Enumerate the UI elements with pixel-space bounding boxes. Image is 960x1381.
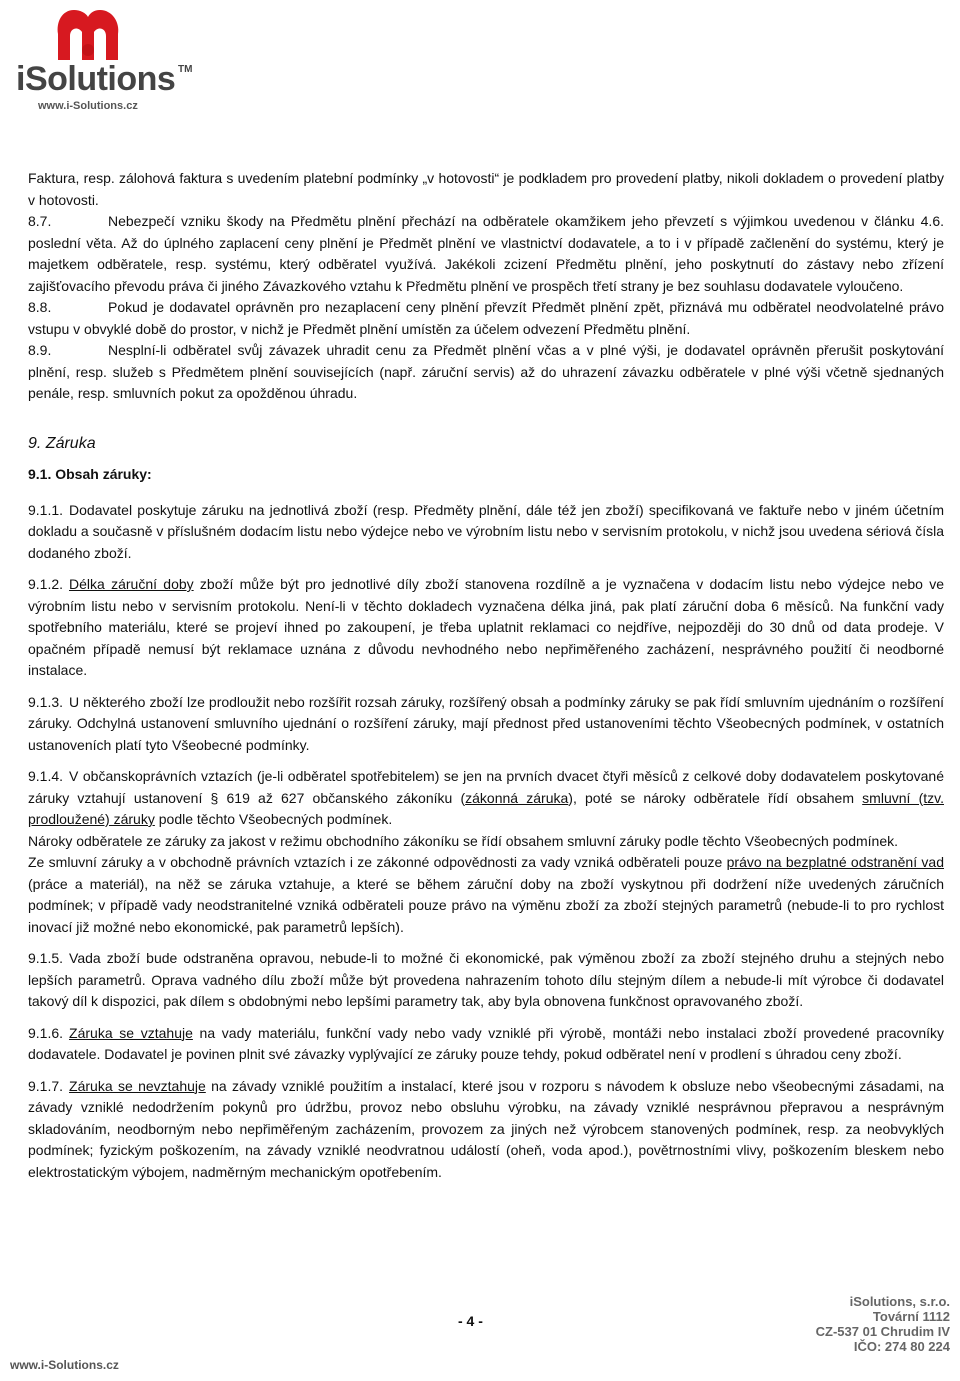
- company-logo: [12, 4, 192, 116]
- logo-url: www.i-Solutions.cz: [38, 100, 138, 112]
- paragraph-9-1-1: 9.1.1. Dodavatel poskytuje záruku na jednotlivá zboží (resp. Předměty plnění, dále též jen zboží) specifikovaná ve faktuře nebo v jiném účetním dokladu a současně v příslušném dodacím listu nebo výdejce nebo ve výrobním listu nebo v servisním protokolu, v nichž jsou uvedena sériová čísla dodaného zboží.: [28, 501, 944, 561]
- logo-wordmark: iSolutions: [16, 60, 176, 98]
- company-id: IČO: 274 80 224: [853, 1339, 950, 1354]
- paragraph-9-1-6: 9.1.6. Záruka se vztahuje na vady materiálu, funkční vady nebo vady vzniklé při výrobě, montáži nebo instalaci zboží provedené pracovníky dodavatele. Dodavatel je povinen plnit své závazky vyplývající ze záruky pouze tehdy, pokud odběratel není v prodlení s úhradou ceny zboží.: [28, 1024, 944, 1062]
- extended-warranty-link: smluvní (tzv. prodloužené) záruky: [28, 789, 944, 827]
- statutory-warranty-link: zákonná záruka: [465, 789, 569, 806]
- paragraph-9-1-2: 9.1.2. Délka záruční doby zboží může být pro jednotlivé díly zboží stanovena rozdílně a je vyznačena v dodacím listu nebo výdejce nebo ve výrobním listu nebo v servisním protokolu. Není-li v těchto dokladech vyznačena délka jiná, pak platí záruční doba 6 měsíců. Na funkční vady spotřebního materiálu, které se projeví ihned po zakoupení, je třeba uplatnit reklamaci co nejdříve, nejpozději do 30 dnů od data prodeje. V opačném případě nemusí být reklamace uznána z důvodu nevhodného nebo nepřiměřeného zacházení, nesprávného použití či neodborné instalace.: [28, 576, 944, 678]
- paragraph-8-8: 8.8. Pokud je dodavatel oprávněn pro nezaplacení ceny plnění převzít Předmět plnění zpět, přiznává mu odběratel neodvolatelné právo vstupu v obvyklé době do prostor, v nichž je Předmět plnění umístěn za účelem odvezení Předmětu plnění.: [28, 299, 944, 337]
- paragraph-8-7: 8.7. Nebezpečí vzniku škody na Předmětu plnění přechází na odběratele okamžikem jeho převzetí s výjimkou uvedenou v článku 4.6. poslední věta. Až do úplného zaplacení ceny plnění je Předmět plnění ve vlastnictví dodavatele, a to i v případě začlenění do systému, který je majetkem odběratele, resp. systému, který odběratel využívá. Jakékoli zcizení Předmětu plnění, jeho poskytnutí do zástavy nebo zřízení zajišťovacího převodu práva či jiného Závazkového vztahu k Předmětu plnění ve prospěch třetí strany je bez souhlasu dodavatele vyloučeno.: [28, 213, 944, 294]
- logo-mark-icon: [12, 4, 192, 64]
- document-body: [28, 168, 944, 1183]
- paragraph-9-1-3: 9.1.3. U některého zboží lze prodloužit nebo rozšířit rozsah záruky, rozšířený obsah a podmínky záruky se pak řídí smluvním ujednáním o rozšíření záruky. Odchylná ustanovení smluvního ujednání o rozšíření záruky, mají přednost před ustanoveními těchto Všeobecných podmínek, v ostatních ustanoveních platí tyto Všeobecné podmínky.: [28, 693, 944, 753]
- page-number: - 4 -: [458, 1313, 483, 1329]
- warranty-applies-link: Záruka se vztahuje: [69, 1024, 193, 1041]
- warranty-length-link: Délka záruční doby: [69, 576, 194, 592]
- footer-company-info: [790, 1294, 950, 1354]
- paragraph-9-1-4: 9.1.4. V občanskoprávních vztazích (je-li odběratel spotřebitelem) se jen na prvních dvacet čtyři měsíců z celkové doby dodavatelem poskytované záruky vztahují ustanovení § 619 až 627 občanského zákoníku (zákonná záruka), poté se nároky odběratele řídí obsahem smluvní (tzv. prodloužené) záruky podle těchto Všeobecných podmínek.: [28, 768, 944, 827]
- company-street: Tovární 1112: [872, 1309, 950, 1324]
- company-city: CZ-537 01 Chrudim IV: [815, 1324, 950, 1339]
- paragraph-9-1-4-b: Nároky odběratele ze záruky za jakost v režimu obchodního zákoníku se řídí obsahem smluvní záruky podle těchto Všeobecných podmínek.: [28, 832, 899, 849]
- free-repair-right-link: právo na bezplatné odstranění vad: [726, 854, 945, 870]
- paragraph-9-1-4-c: Ze smluvní záruky a v obchodně právních vztazích i ze zákonné odpovědnosti za vady vzniká odběrateli pouze právo na bezplatné odstranění vad (práce a materiál), na něž se záruka vztahuje, a které se během záruční doby na zboží vyskytnou při dodržení níže uvedených záručních podmínek; v případě vady neodstranitelné vzniká odběrateli pouze právo na výměnu zboží za zboží stejných parametrů (nebude-li to pro rychlost inovací již možné nebo ekonomické, pak parametrů lepších).: [28, 854, 945, 935]
- logo-tm: TM: [178, 64, 193, 75]
- footer-url: www.i-Solutions.cz: [10, 1358, 119, 1372]
- section-title: 9. Záruka: [28, 434, 96, 452]
- paragraph-8-9: 8.9. Nesplní-li odběratel svůj závazek uhradit cenu za Předmět plnění včas a v plné výši, je dodavatel oprávněn přerušit poskytování plnění, resp. služeb s Předmětem plnění souvisejících (např. záruční servis) až do uhrazení závazku odběratele v plné výši včetně sjednaných penále, resp. smluvních pokut za opožděnou úhradu.: [28, 342, 944, 401]
- subsection-title: 9.1. Obsah záruky:: [28, 466, 152, 482]
- paragraph-9-1-7: 9.1.7. Záruka se nevztahuje na závady vzniklé použitím a instalací, které jsou v rozporu s návodem k obsluze nebo všeobecnými zásadami, na závady vzniklé nedodržením pokynů pro údržbu, provoz nebo obsluhu výrobku, na závady vzniklé nesprávnou přepravou a nesprávným skladováním, neodborným nebo nepřiměřeným zacházením, provozem za jiných než výrobcem stanovených podmínek, resp. za neobvyklých podmínek; fyzickým poškozením, na závady vzniklé neodvratnou událostí (oheň, voda apod.), povětrnostními vlivy, poškozením bleskem nebo elektrostatickým výbojem, nadměrným mechanickým opotřebením.: [28, 1077, 944, 1180]
- company-name: iSolutions, s.r.o.: [849, 1294, 950, 1309]
- paragraph-9-1-5: 9.1.5. Vada zboží bude odstraněna opravou, nebude-li to možné či ekonomické, pak výměnou zboží za zboží stejného druhu a stejných nebo lepších parametrů. Oprava vadného dílu zboží může být provedena nahrazením tohoto dílu stejným dílem a nebude-li mít výrobce či dodavatel takový díl k dispozici, pak dílem s obdobnými nebo lepšími parametry tak, aby byla obnovena funkčnost opravovaného zboží.: [28, 950, 944, 1009]
- warranty-excludes-link: Záruka se nevztahuje: [69, 1077, 206, 1094]
- paragraph-intro: Faktura, resp. zálohová faktura s uvedením platební podmínky „v hotovosti“ je podkladem pro provedení platby, nikoli dokladem o provedení platby v hotovosti.: [28, 170, 944, 208]
